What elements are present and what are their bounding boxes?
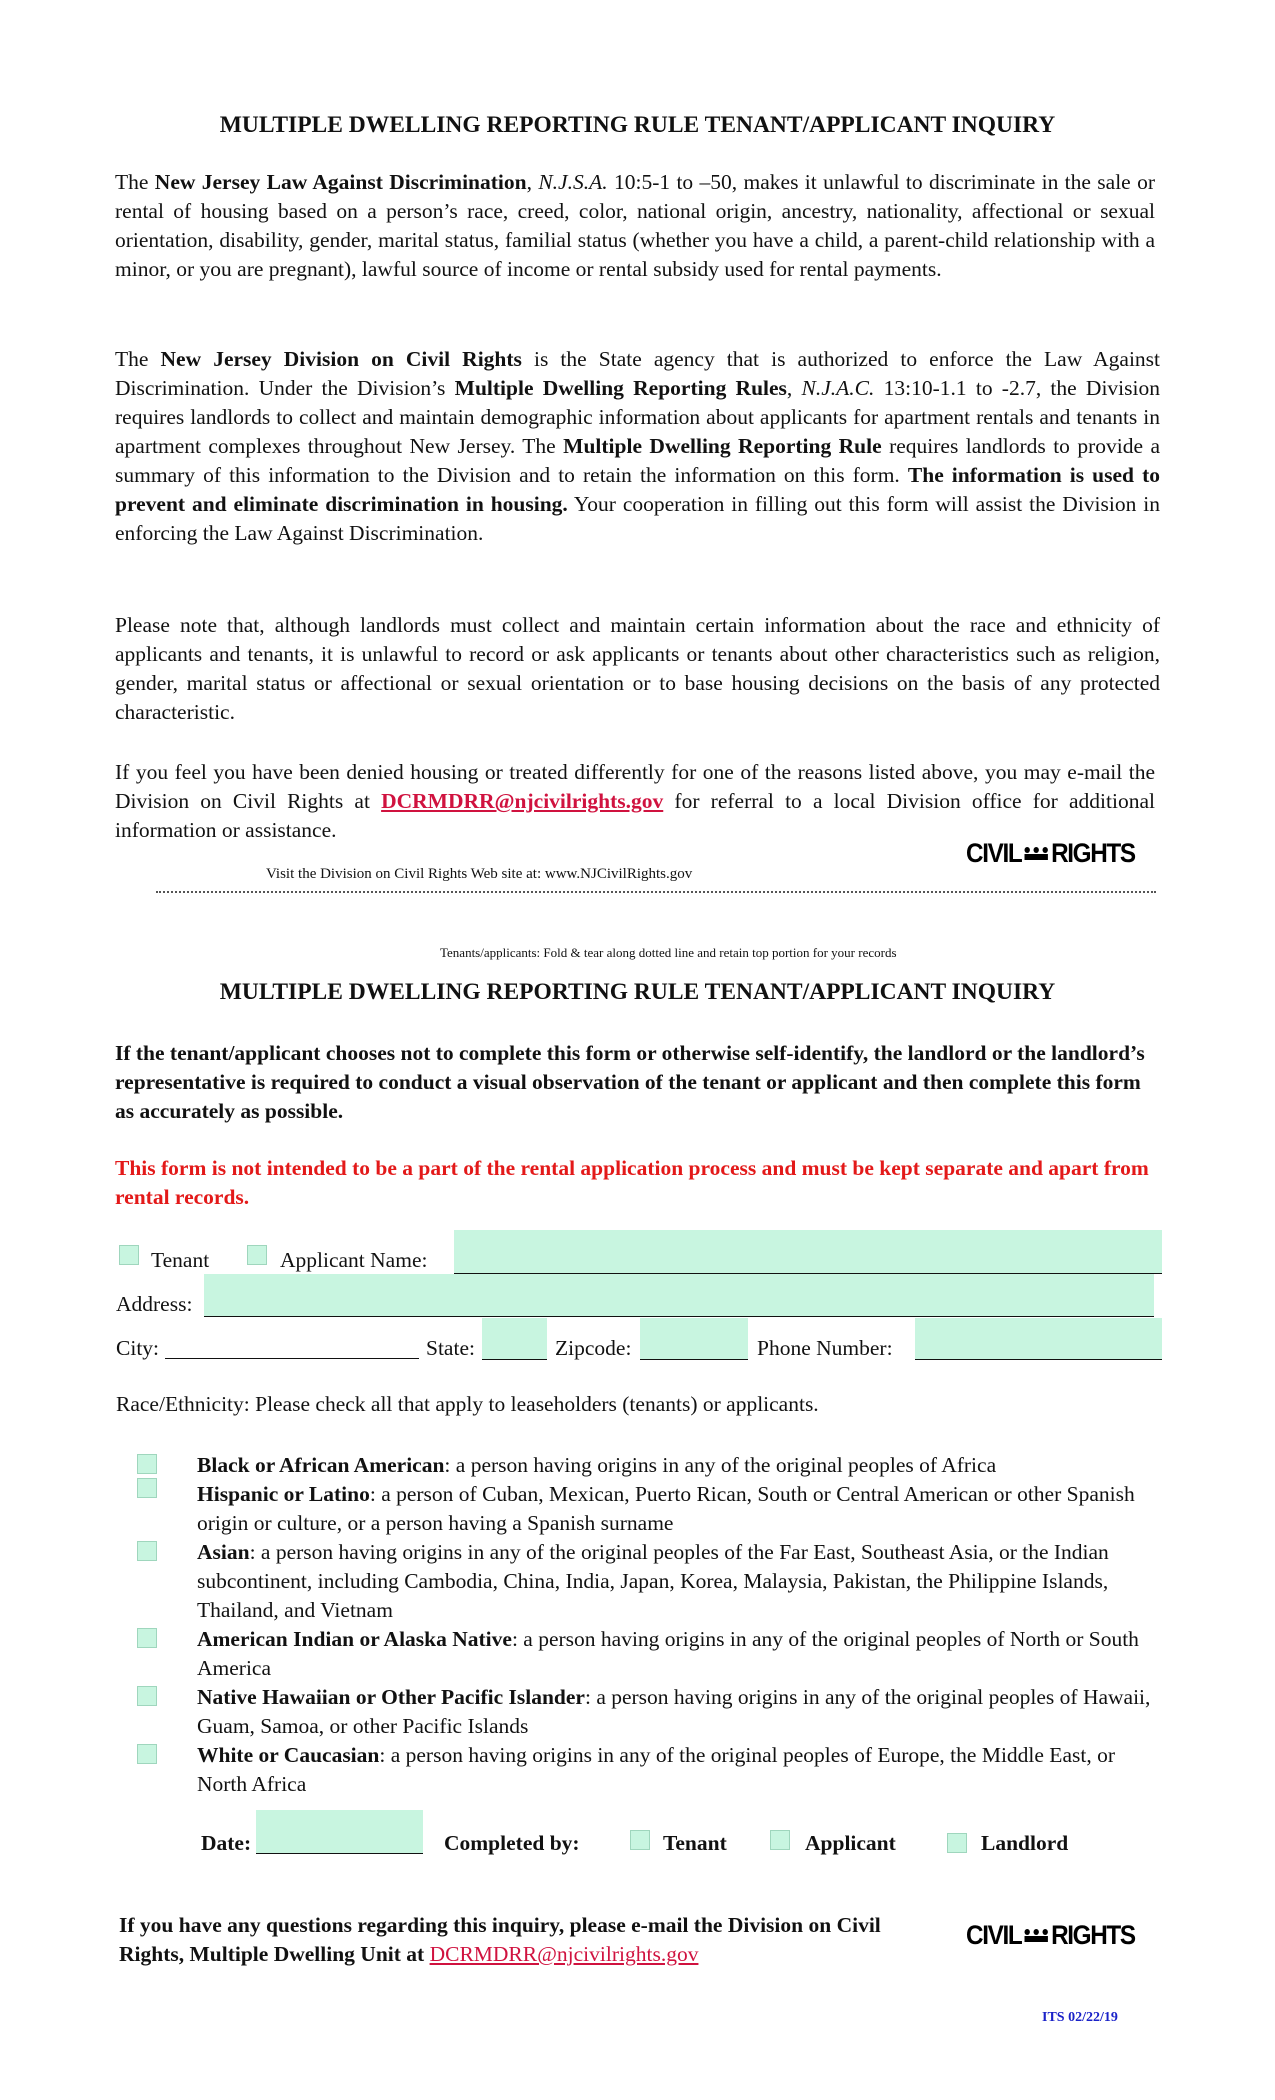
zipcode-label: Zipcode: — [555, 1336, 632, 1360]
completed-landlord-checkbox[interactable] — [947, 1833, 967, 1853]
logo-text-rights: RIGHTS — [1051, 1920, 1135, 1950]
logo-text-civil: CIVIL — [966, 838, 1022, 868]
date-field[interactable] — [256, 1810, 423, 1854]
race-option-hawaiian — [197, 1683, 1167, 1741]
race-desc: : a person having origins in any of the original peoples of North or South America — [197, 1627, 1139, 1680]
race-option-hispanic — [197, 1480, 1167, 1538]
form-footer — [119, 1911, 919, 1969]
race-name: Asian — [197, 1540, 250, 1564]
text: Your cooperation in filling out this form will assist the Division in enforcing the Law Against Discrimination. — [115, 492, 1160, 545]
text: The — [115, 347, 161, 371]
footer-email-link[interactable]: DCRMDRR@njcivilrights.gov — [429, 1942, 699, 1966]
applicant-name-label: Applicant Name: — [280, 1248, 428, 1272]
law-name: New Jersey Law Against Discrimination — [154, 170, 527, 194]
form-code: ITS 02/22/19 — [1042, 2010, 1118, 2025]
race-option-black — [197, 1451, 1167, 1480]
race-name: Black or African American — [197, 1453, 445, 1477]
page-title: MULTIPLE DWELLING REPORTING RULE TENANT/APPLICANT INQUIRY — [219, 112, 1056, 138]
completed-tenant-checkbox[interactable] — [630, 1830, 650, 1850]
race-checkbox-white[interactable] — [137, 1744, 157, 1764]
state-label: State: — [426, 1336, 475, 1360]
phone-field[interactable] — [915, 1318, 1162, 1360]
city-field[interactable] — [165, 1327, 419, 1359]
race-desc: : a person of Cuban, Mexican, Puerto Rican, South or Central American or other Spanish origin or culture, or a person having a Spanish surname — [197, 1482, 1135, 1535]
race-name: White or Caucasian — [197, 1743, 380, 1767]
race-option-american-indian — [197, 1625, 1167, 1683]
tear-line[interactable] — [156, 891, 1156, 893]
text: 13:10-1.1 to -2.7, the Division requires landlords to collect and maintain demographic information about applicants for apartment rentals and tenants in apartment complexes throughout New Jersey. The — [115, 376, 1160, 458]
rules-name: Multiple Dwelling Reporting Rules — [454, 376, 787, 400]
completed-landlord-label: Landlord — [981, 1831, 1069, 1855]
applicant-name-field[interactable] — [454, 1230, 1162, 1274]
text: The — [115, 170, 155, 194]
emphasis-text: The information is used to prevent and eliminate discrimination in housing. — [115, 463, 1160, 516]
email-link[interactable]: DCRMDRR@njcivilrights.gov — [381, 789, 664, 813]
race-checkbox-hispanic[interactable] — [137, 1478, 157, 1498]
tear-note: Tenants/applicants: Fold & tear along dotted line and retain top portion for your records — [440, 945, 897, 960]
city-label: City: — [116, 1336, 160, 1360]
address-label: Address: — [116, 1292, 193, 1316]
race-name: Hispanic or Latino — [197, 1482, 370, 1506]
text: If you feel you have been denied housing or treated differently for one of the reasons listed above, you may e-mail the Division on Civil Rights at — [115, 760, 1155, 813]
law-paragraph — [115, 168, 1155, 284]
civil-rights-logo — [966, 838, 1135, 869]
race-option-white — [197, 1741, 1167, 1799]
text: 10:5-1 to –50, makes it unlawful to discriminate in the sale or rental of housing based on a person’s race, creed, color, national origin, ancestry, nationality, affectional or sexual orientation, disability, gender, marital status, familial status (whether you have a child, a parent-child relationship with a minor, or you are pregnant), lawful source of income or rental subsidy used for rental payments. — [115, 170, 1155, 281]
text: for referral to a local Division office for additional information or assistance. — [115, 789, 1155, 842]
text: If you have any questions regarding this inquiry, please e-mail the Division on Civil Rights, Multiple Dwelling Unit at — [119, 1913, 881, 1966]
address-field[interactable] — [204, 1274, 1154, 1317]
completed-applicant-label: Applicant — [805, 1831, 896, 1855]
race-checkbox-hawaiian[interactable] — [137, 1686, 157, 1706]
race-desc: : a person having origins in any of the original peoples of Africa — [444, 1453, 997, 1477]
race-option-asian — [197, 1538, 1167, 1625]
form-instruction: If the tenant/applicant chooses not to complete this form or otherwise self-identify, the landlord or the landlord’s representative is required to conduct a visual observation of the tenant or applicant and then complete this form as accurately as possible. — [115, 1041, 1145, 1123]
citation: N.J.A.C. — [801, 376, 875, 400]
completed-tenant-label: Tenant — [663, 1831, 727, 1855]
state-field[interactable] — [482, 1318, 547, 1360]
people-icon — [1023, 1929, 1049, 1942]
completed-applicant-checkbox[interactable] — [770, 1830, 790, 1850]
race-checkbox-asian[interactable] — [137, 1541, 157, 1561]
race-desc: : a person having origins in any of the original peoples of the Far East, Southeast Asia, or the Indian subcontinent, including Cambodia, China, India, Japan, Korea, Malaysia, Pakistan, the Philippine Islands, Thailand, and Vietnam — [197, 1540, 1109, 1622]
phone-label: Phone Number: — [757, 1336, 893, 1360]
race-checkbox-black[interactable] — [137, 1454, 157, 1474]
form-title: MULTIPLE DWELLING REPORTING RULE TENANT/APPLICANT INQUIRY — [219, 979, 1056, 1005]
logo-text-civil: CIVIL — [966, 1920, 1022, 1950]
form-warning: This form is not intended to be a part of the rental application process and must be kept separate and apart from rental records. — [115, 1156, 1149, 1209]
tenant-label: Tenant — [151, 1248, 210, 1272]
zipcode-field[interactable] — [640, 1318, 748, 1360]
race-intro: Race/Ethnicity: Please check all that apply to leaseholders (tenants) or applicants. — [116, 1392, 819, 1416]
logo-text-rights: RIGHTS — [1051, 838, 1135, 868]
race-name: American Indian or Alaska Native — [197, 1627, 512, 1651]
completed-by-label: Completed by: — [444, 1831, 580, 1855]
race-checkbox-american-indian[interactable] — [137, 1628, 157, 1648]
race-name: Native Hawaiian or Other Pacific Islander — [197, 1685, 585, 1709]
race-desc: : a person having origins in any of the original peoples of Hawaii, Guam, Samoa, or other Pacific Islands — [197, 1685, 1151, 1738]
website-note: Visit the Division on Civil Rights Web site at: www.NJCivilRights.gov — [266, 866, 693, 882]
civil-rights-logo-footer — [966, 1920, 1135, 1951]
citation: N.J.S.A. — [538, 170, 608, 194]
people-icon — [1023, 847, 1049, 860]
division-paragraph — [115, 345, 1160, 548]
date-label: Date: — [201, 1831, 252, 1855]
rule-name: Multiple Dwelling Reporting Rule — [563, 434, 882, 458]
tenant-checkbox[interactable] — [119, 1245, 139, 1265]
agency-name: New Jersey Division on Civil Rights — [160, 347, 522, 371]
text: , — [526, 170, 539, 194]
race-desc: : a person having origins in any of the original peoples of Europe, the Middle East, or North Africa — [197, 1743, 1115, 1796]
protected-characteristics-paragraph: Please note that, although landlords must collect and maintain certain information about the race and ethnicity of applicants and tenants, it is unlawful to record or ask applicants or tenants about other characteristics such as religion, gender, marital status or affectional or sexual orientation or to base housing decisions on the basis of any protected characteristic. — [115, 613, 1160, 724]
text: is the State agency that is authorized to enforce the Law Against Discrimination. Under the Division’s — [115, 347, 1161, 400]
applicant-checkbox[interactable] — [247, 1245, 267, 1265]
text: , — [786, 376, 802, 400]
text: requires landlords to provide a summary of this information to the Division and to retain the information on this form. — [115, 434, 1160, 487]
contact-paragraph — [115, 758, 1155, 845]
